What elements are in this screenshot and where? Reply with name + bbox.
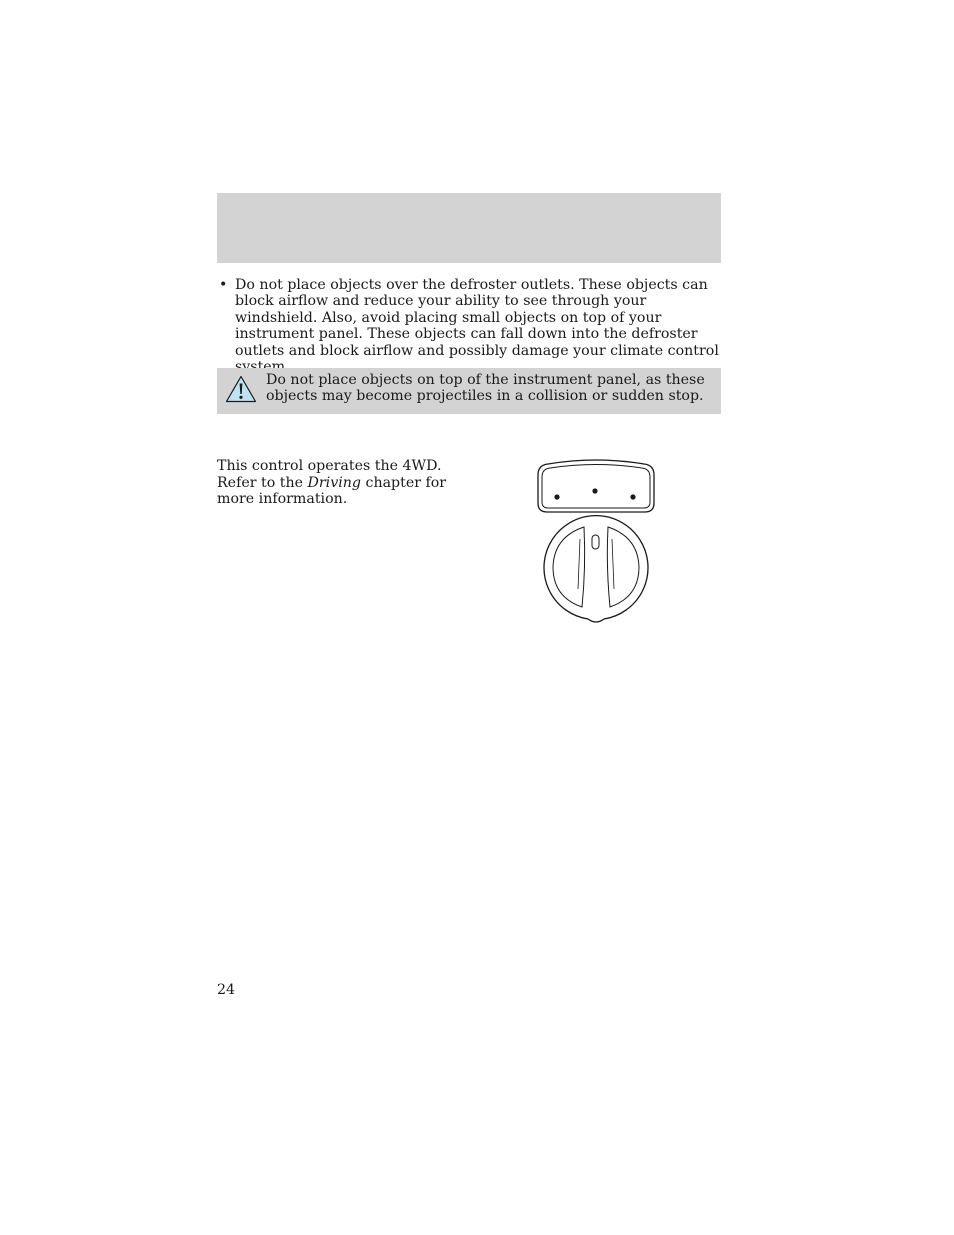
control-line-1: This control operates the 4WD.	[217, 458, 442, 474]
control-description	[217, 458, 477, 508]
warning-triangle-icon	[225, 375, 257, 403]
section-header-band	[217, 193, 721, 263]
control-line-2-end: chapter for	[360, 474, 447, 491]
control-line-2-start: Refer to the	[217, 474, 308, 491]
bullet-marker: •	[219, 277, 228, 293]
position-dot-center	[592, 488, 597, 493]
warning-text: Do not place objects on top of the instrument panel, as these objects may become projectiles in a collision or sudden stop.	[266, 372, 705, 405]
bullet-text: Do not place objects over the defroster outlets. These objects can block airflow and reduce your ability to see through your windshield. Also, avoid placing small objects on top of your instrument panel. These objects can fall down into the defroster outlets and block airflow and possibly damage your climate control	[235, 277, 719, 359]
driving-chapter-reference: Driving	[307, 474, 361, 491]
control-line-2	[217, 475, 477, 492]
4wd-rotary-knob-icon	[536, 459, 656, 625]
knob-pointer	[592, 535, 599, 549]
position-dot-left	[554, 494, 559, 499]
bullet-item	[217, 277, 721, 375]
warning-box	[217, 368, 721, 414]
position-dot-right	[630, 494, 635, 499]
page-number: 24	[217, 982, 236, 998]
control-line-3: more information.	[217, 491, 348, 508]
